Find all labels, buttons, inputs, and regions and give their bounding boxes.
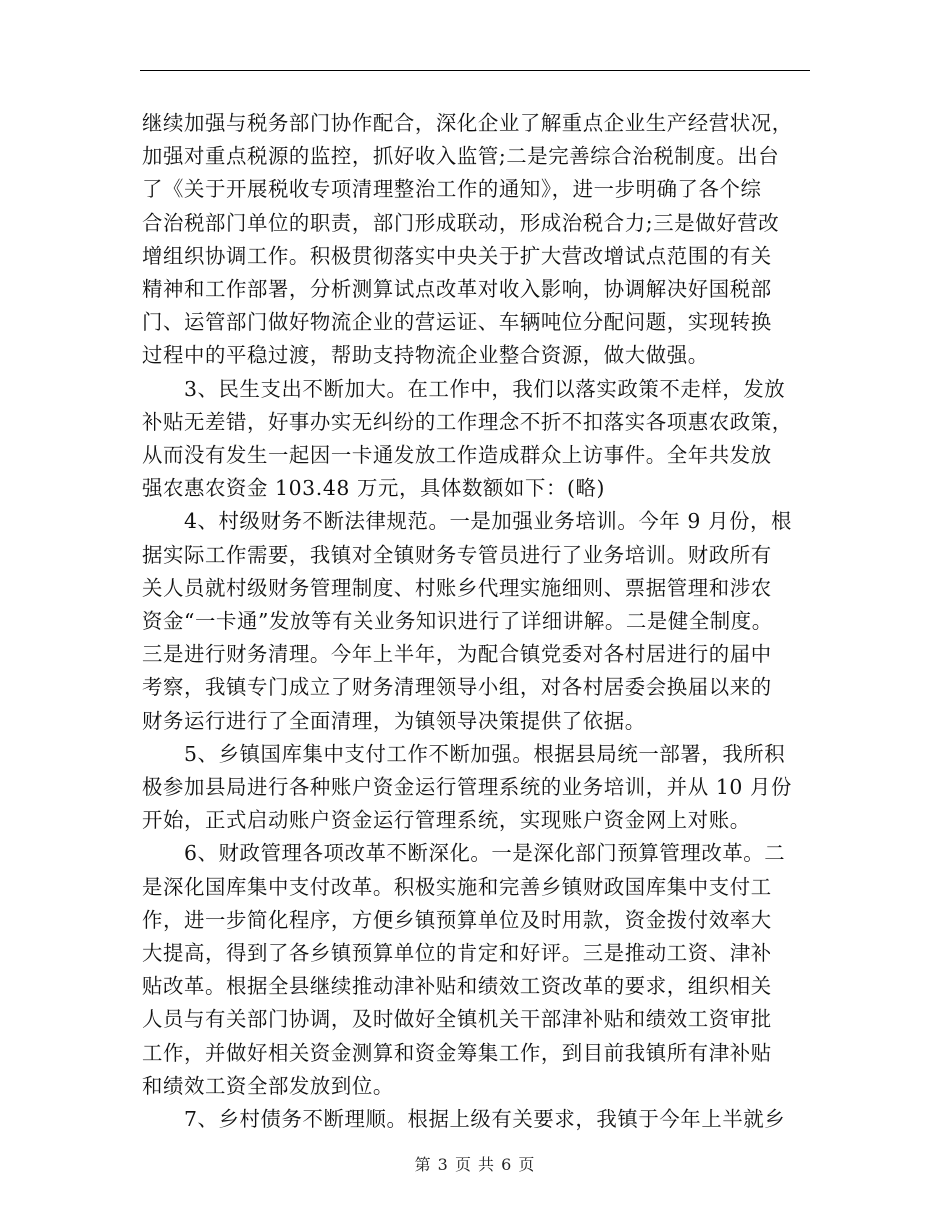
- page-number-footer: 第 3 页 共 6 页: [414, 1155, 536, 1174]
- paragraph-treasury-payment: 5、乡镇国库集中支付工作不断加强。根据县局统一部署，我所积 极参加县局进行各种账户资金运行管理系统的业务培训，并从 10 月份 开始，正式启动账户资金运行管理系统，实现账户资金网上对账。: [142, 741, 793, 833]
- header-rule: [140, 70, 810, 71]
- paragraph-tax-cooperation: 继续加强与税务部门协作配合，深化企业了解重点企业生产经营状况， 加强对重点税源的监控，抓好收入监管;二是完善综合治税制度。出台 了《关于开展税收专项清理整治工作的通知》，进一步明确了各个综 合治税部门单位的职责，部门形成联动，形成治税合力;三是做好营改 增组织协调工作。积极贯彻落实中央关于扩大营改增试点范围的有关 精神和工作部署，分析测算试点改革对收入影响，协调解决好国税部 门、运管部门做好物流企业的营运证、车辆吨位分配问题，实现转换 过程中的平稳过渡，帮助支持物流企业整合资源，做大做强。: [142, 111, 793, 368]
- paragraph-livelihood-spending: 3、民生支出不断加大。在工作中，我们以落实政策不走样，发放 补贴无差错，好事办实无纠纷的工作理念不折不扣落实各项惠农政策， 从而没有发生一起因一卡通发放工作造成群众上访事件。全年共发放 强农惠农资金 103.48 万元，具体数额如下：(略): [142, 376, 793, 501]
- paragraph-village-finance: 4、村级财务不断法律规范。一是加强业务培训。今年 9 月份，根 据实际工作需要，我镇对全镇财务专管员进行了业务培训。财政所有 关人员就村级财务管理制度、村账乡代理实施细则、票据管理和涉农 资金“一卡通”发放等有关业务知识进行了详细讲解。二是健全制度。 三是进行财务清理。今年上半年，为配合镇党委对各村居进行的届中 考察，我镇专门成立了财务清理领导小组，对各村居委会换届以来的 财务运行进行了全面清理，为镇领导决策提供了依据。: [142, 509, 793, 733]
- document-body: [142, 107, 810, 1136]
- paragraph-village-debt: 7、乡村债务不断理顺。根据上级有关要求，我镇于今年上半就乡: [142, 1107, 786, 1132]
- paragraph-finance-reform: 6、财政管理各项改革不断深化。一是深化部门预算管理改革。二 是深化国库集中支付改革。积极实施和完善乡镇财政国库集中支付工 作，进一步简化程序，方便乡镇预算单位及时用款，资金拨付效率大 大提高，得到了各乡镇预算单位的肯定和好评。三是推动工资、津补 贴改革。根据全县继续推动津补贴和绩效工资改革的要求，组织相关 人员与有关部门协调，及时做好全镇机关干部津补贴和绩效工资审批 工作，并做好相关资金测算和资金筹集工作，到目前我镇所有津补贴 和绩效工资全部发放到位。: [142, 841, 786, 1098]
